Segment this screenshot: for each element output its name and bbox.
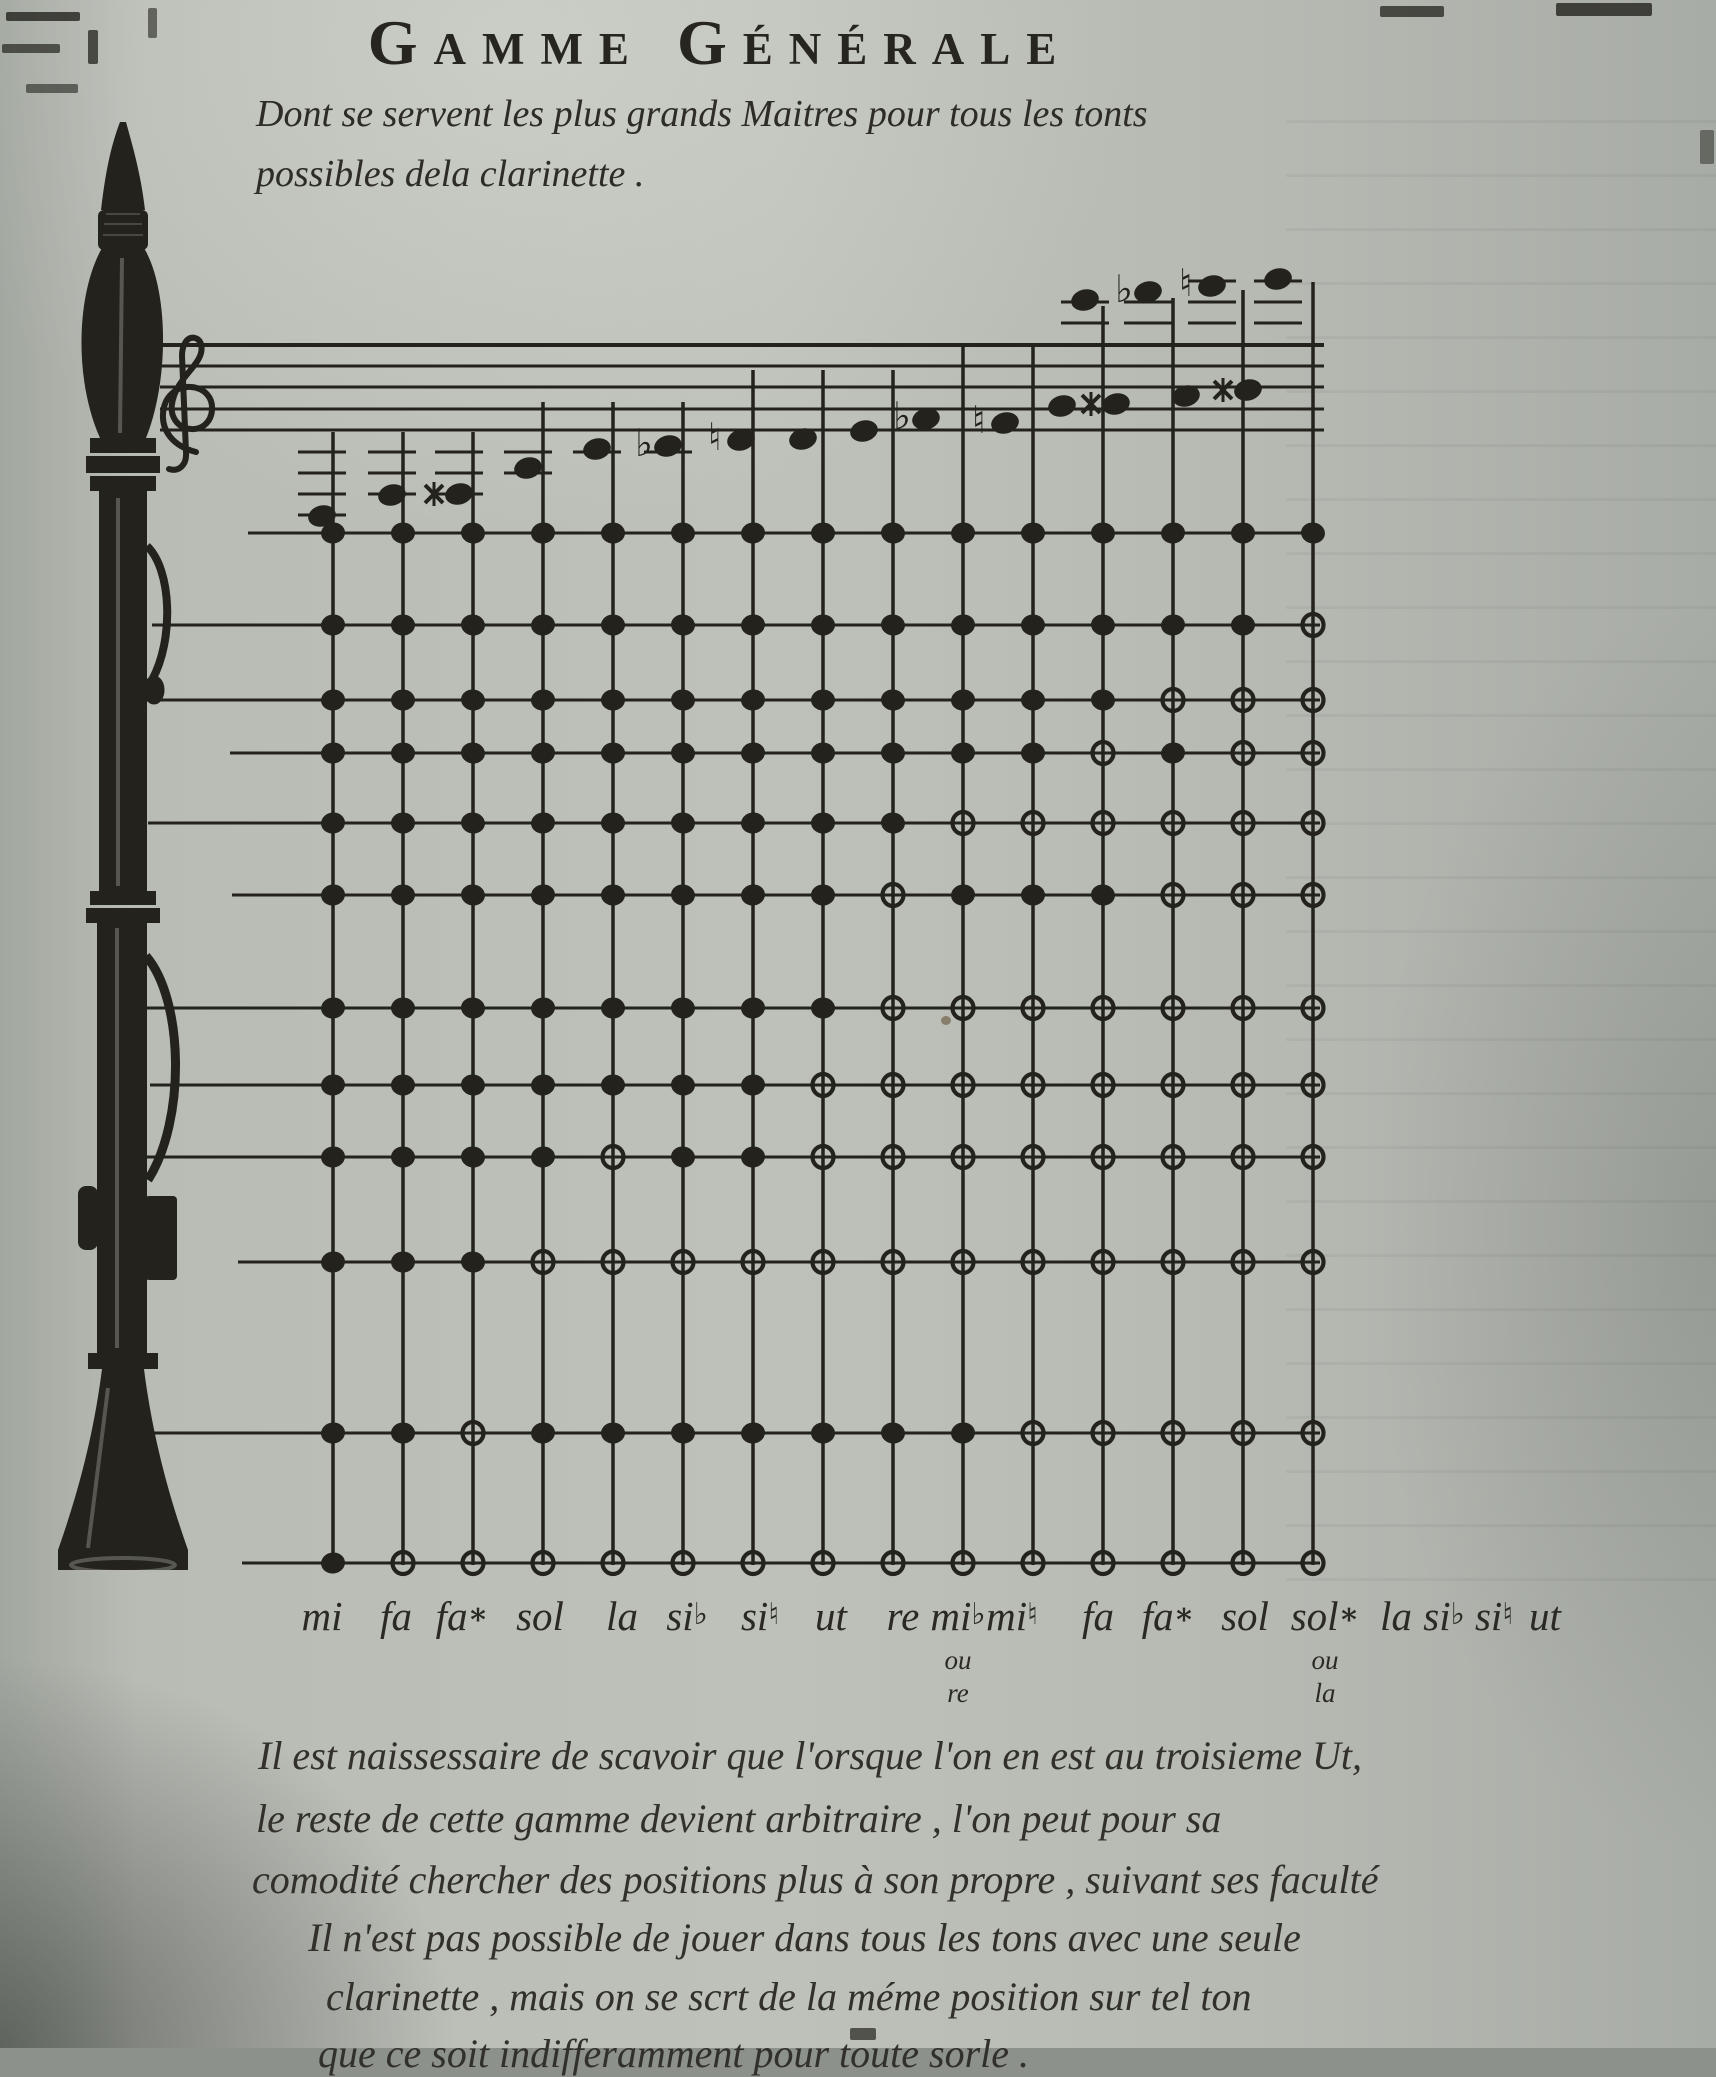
fingering-dot-closed [880, 1421, 907, 1445]
fingering-dot-closed [811, 615, 835, 636]
note-label: fa∗ [1141, 1593, 1195, 1639]
fingering-dot-closed [320, 883, 347, 907]
fingering-dot-closed [811, 813, 835, 834]
fingering-dot-closed [320, 811, 347, 835]
note-label: re [886, 1593, 920, 1639]
footer-line: comodité chercher des positions plus à son propre , suivant ses faculté [252, 1857, 1379, 1902]
note-head [989, 409, 1021, 436]
fingering-dot-closed [460, 613, 487, 637]
note-head [581, 435, 613, 462]
fingering-dot-closed [391, 998, 415, 1019]
fingering-dot-closed [811, 1423, 835, 1444]
fingering-dot-closed [740, 1145, 767, 1169]
fingering-dot-closed [670, 1073, 697, 1097]
fingering-dot-closed [1021, 690, 1045, 711]
fingering-dot-closed [391, 1252, 415, 1273]
fingering-dot-closed [601, 743, 625, 764]
natural-accidental-icon: ♮ [708, 415, 722, 459]
note-head [443, 480, 475, 507]
fingering-dot-closed [811, 690, 835, 711]
fingering-dot-closed [740, 741, 767, 765]
fingering-dot-closed [320, 1421, 347, 1445]
fingering-dot-closed [391, 1423, 415, 1444]
fingering-dot-closed [530, 613, 557, 637]
fingering-dot-closed [460, 811, 487, 835]
fingering-dot-closed [601, 1423, 625, 1444]
note-label: ut [1529, 1593, 1561, 1639]
fingering-dot-closed [460, 883, 487, 907]
fingering-dot-closed [880, 521, 907, 545]
note-label: mi [301, 1593, 343, 1639]
note-label: fa [1082, 1593, 1114, 1639]
fingering-dot-closed [460, 1250, 487, 1274]
fingering-dot-closed [391, 1147, 415, 1168]
fingering-dot-closed [670, 1421, 697, 1445]
fingering-dot-closed [740, 688, 767, 712]
fingering-dot-closed [670, 883, 697, 907]
fingering-dot-closed [811, 998, 835, 1019]
fingering-dot-closed [670, 811, 697, 835]
fingering-dot-closed [320, 1250, 347, 1274]
fingering-dot-closed [811, 523, 835, 544]
fingering-dot-closed [391, 523, 415, 544]
footer-line: Il n'est pas possible de jouer dans tous les tons avec une seule [308, 1915, 1301, 1960]
treble-clef-icon [163, 338, 212, 470]
note-label: si♮ [740, 1593, 780, 1639]
note-label: si♮ [1474, 1593, 1514, 1639]
note-head [652, 432, 684, 459]
fingering-dot-closed [1021, 523, 1045, 544]
fingering-dot-closed [530, 521, 557, 545]
natural-accidental-icon: ♮ [1179, 261, 1193, 305]
page-title: Gamme Générale [367, 7, 1073, 78]
fingering-dot-closed [950, 521, 977, 545]
fingering-dot-closed [530, 688, 557, 712]
fingering-dot-closed [1021, 885, 1045, 906]
note-head [1046, 392, 1078, 419]
fingering-dot-closed [1090, 613, 1117, 637]
fingering-dot-closed [950, 1421, 977, 1445]
fingering-dot-closed [740, 811, 767, 835]
fingering-dot-closed [320, 1145, 347, 1169]
note-label: la [1380, 1593, 1412, 1639]
fingering-dot-closed [1231, 615, 1255, 636]
fingering-dot-closed [880, 741, 907, 765]
note-label: sol [1221, 1593, 1269, 1639]
fingering-dot-closed [320, 1551, 347, 1575]
note-label-alternative: ou la [1311, 1645, 1339, 1708]
fingering-dot-closed [740, 613, 767, 637]
fingering-dot-closed [460, 741, 487, 765]
fingering-dot-closed [1160, 741, 1187, 765]
fingering-dot-closed [950, 688, 977, 712]
fingering-dot-closed [460, 521, 487, 545]
fingering-dot-closed [601, 690, 625, 711]
fingering-dot-closed [811, 885, 835, 906]
fingering-dot-closed [670, 688, 697, 712]
fingering-dot-closed [670, 613, 697, 637]
fingering-dot-closed [460, 1073, 487, 1097]
subtitle-line1: Dont se servent les plus grands Maitres pour tous les tonts [256, 93, 1148, 135]
fingering-dot-closed [950, 883, 977, 907]
fingering-dot-closed [460, 996, 487, 1020]
note-head [1069, 286, 1101, 313]
note-head [1232, 376, 1264, 403]
note-label: la [606, 1593, 638, 1639]
fingering-dot-closed [601, 615, 625, 636]
fingering-dot-closed [670, 741, 697, 765]
fingering-dot-closed [391, 813, 415, 834]
fingering-dot-closed [880, 613, 907, 637]
fingering-dot-closed [601, 998, 625, 1019]
fingering-dot-closed [740, 1073, 767, 1097]
fingering-dot-closed [530, 741, 557, 765]
fingering-dot-closed [460, 688, 487, 712]
fingering-dot-closed [320, 996, 347, 1020]
note-head [848, 417, 880, 444]
fingering-dot-closed [950, 741, 977, 765]
natural-accidental-icon: ♮ [972, 398, 986, 442]
footer-line: clarinette , mais on se scrt de la méme position sur tel ton [326, 1974, 1252, 2019]
fingering-dot-closed [880, 811, 907, 835]
fingering-dot-closed [880, 688, 907, 712]
fingering-dot-closed [320, 688, 347, 712]
fingering-dot-closed [391, 690, 415, 711]
fingering-dot-closed [670, 996, 697, 1020]
fingering-dot-closed [530, 996, 557, 1020]
fingering-dot-closed [391, 615, 415, 636]
note-label: ut [815, 1593, 847, 1639]
fingering-dot-closed [530, 811, 557, 835]
note-head [512, 454, 544, 481]
fingering-dot-closed [1021, 615, 1045, 636]
footer-line: Il est naissessaire de scavoir que l'orsque l'on en est au troisieme Ut, [258, 1733, 1363, 1778]
fingering-dot-closed [601, 813, 625, 834]
fingering-dot-closed [320, 613, 347, 637]
fingering-dot-closed [530, 1073, 557, 1097]
note-label: sol∗ [1290, 1593, 1360, 1639]
footer-line: que ce soit indifferamment pour toute sorle . [318, 2031, 1030, 2076]
fingering-dot-closed [320, 1073, 347, 1097]
fingering-dot-closed [320, 741, 347, 765]
fingering-dot-closed [950, 613, 977, 637]
fingering-dot-closed [670, 1145, 697, 1169]
fingering-dot-closed [601, 1075, 625, 1096]
fingering-dot-closed [1160, 521, 1187, 545]
flat-accidental-icon: ♭ [1115, 267, 1133, 311]
note-label: sol [516, 1593, 564, 1639]
footer-line: le reste de cette gamme devient arbitraire , l'on peut pour sa [256, 1796, 1222, 1841]
fingering-dot-closed [1160, 613, 1187, 637]
fingering-dot-closed [530, 1145, 557, 1169]
note-label: si♭ [666, 1593, 708, 1639]
fingering-dot-closed [601, 885, 625, 906]
fingering-dot-closed [1231, 523, 1255, 544]
fingering-dot-closed [391, 743, 415, 764]
fingering-dot-closed [1300, 521, 1327, 545]
fingering-dot-closed [530, 1421, 557, 1445]
note-label: mi♭ [930, 1593, 986, 1639]
fingering-dot-closed [1090, 521, 1117, 545]
flat-accidental-icon: ♭ [635, 421, 653, 465]
fingering-dot-closed [391, 885, 415, 906]
fingering-dot-closed [601, 523, 625, 544]
fingering-dot-closed [391, 1075, 415, 1096]
note-label: fa [380, 1593, 412, 1639]
fingering-dot-closed [670, 521, 697, 545]
note-head [1196, 272, 1228, 299]
fingering-dot-closed [460, 1145, 487, 1169]
note-head [1262, 265, 1294, 292]
fingering-dot-closed [1021, 743, 1045, 764]
fingering-dot-closed [811, 743, 835, 764]
fingering-dot-closed [740, 521, 767, 545]
note-label: mi♮ [986, 1593, 1038, 1639]
fingering-dot-closed [740, 996, 767, 1020]
note-label: fa∗ [435, 1593, 489, 1639]
flat-accidental-icon: ♭ [893, 394, 911, 438]
fingering-dot-closed [740, 883, 767, 907]
note-label-alternative: ou re [944, 1645, 972, 1708]
note-label: si♭ [1423, 1593, 1465, 1639]
fingering-dot-closed [530, 883, 557, 907]
fingering-dot-closed [1090, 883, 1117, 907]
subtitle-line2: possibles dela clarinette . [256, 153, 645, 195]
fingering-dot-closed [740, 1421, 767, 1445]
fingering-dot-closed [1090, 688, 1117, 712]
